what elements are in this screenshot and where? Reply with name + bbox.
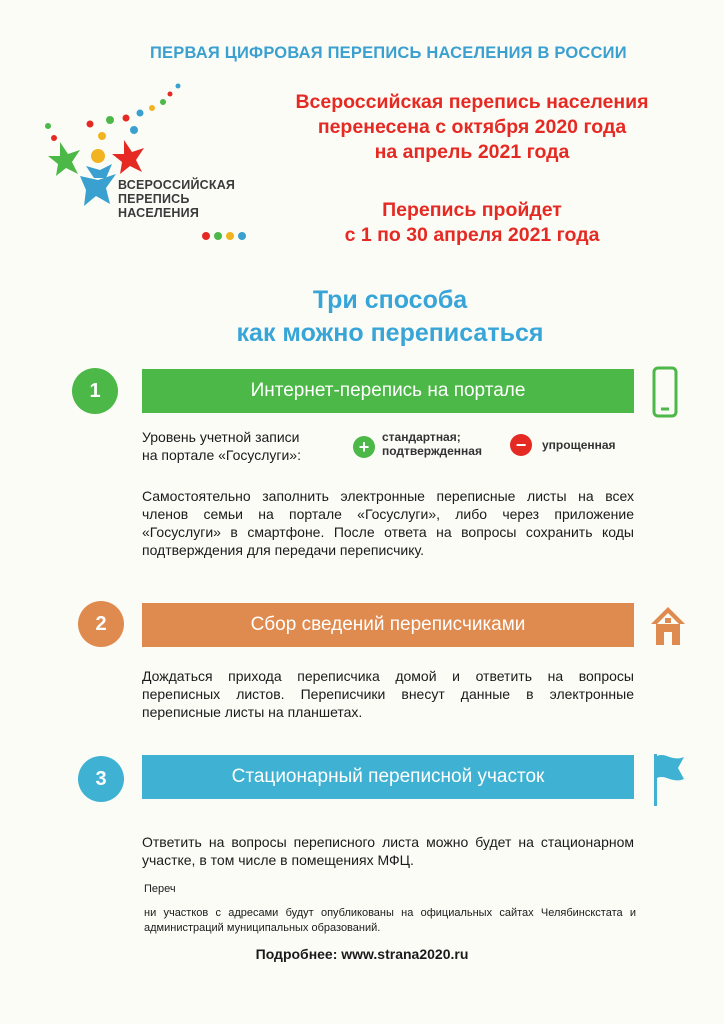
postponement-notice: Всероссийская перепись населения перенесена с октября 2020 года на апрель 2021 года <box>295 91 649 163</box>
main-title: Три способа как можно переписаться <box>236 286 544 347</box>
method-3-number: 3 <box>78 756 124 802</box>
footer-more-info: Подробнее: www.strana2020.ru <box>255 946 469 962</box>
minus-icon: − <box>510 434 532 456</box>
house-icon <box>648 604 688 648</box>
header-title: ПЕРВАЯ ЦИФРОВАЯ ПЕРЕПИСЬ НАСЕЛЕНИЯ В РОССИИ <box>150 44 627 62</box>
method-3-description: Ответить на вопросы переписного листа можно будет на стационарном участке, в том числе в помещениях МФЦ. <box>142 834 634 868</box>
method-2-description: Дождаться прихода переписчика домой и ответить на вопросы переписных листов. Переписчики внесут данные в электронные переписные листы на планшетах. <box>142 668 634 720</box>
account-level-label: Уровень учетной записи на портале «Госуслуги»: <box>142 429 301 463</box>
method-2-title: Сбор сведений переписчиками <box>142 603 634 647</box>
plus-icon: + <box>353 436 375 458</box>
method-3-title: Стационарный переписной участок <box>142 755 634 799</box>
method-1-description: Самостоятельно заполнить электронные переписные листы на всех членов семьи на портале «Госуслуги», либо через приложение «Госуслуги» в смартфоне. После ответа на вопросы сохранить коды подтверждения для передачи переписчику. <box>142 488 634 558</box>
method-3-note-start: Переч <box>144 883 176 895</box>
minus-account-level: упрощенная <box>542 438 616 452</box>
method-3-note: ни участков с адресами будут опубликованы на официальных сайтах Челябинскстата и администраций муниципальных образований. <box>144 907 636 934</box>
flag-icon <box>652 752 686 808</box>
method-1-number: 1 <box>72 368 118 414</box>
smartphone-icon <box>652 366 678 418</box>
method-1-title: Интернет-перепись на портале <box>142 369 634 413</box>
method-2-number: 2 <box>78 601 124 647</box>
logo-text: ВСЕРОССИЙСКАЯ ПЕРЕПИСЬ НАСЕЛЕНИЯ <box>118 178 236 220</box>
plus-account-levels: стандартная; подтвержденная <box>382 430 482 458</box>
census-dates: Перепись пройдет с 1 по 30 апреля 2021 года <box>344 199 600 246</box>
